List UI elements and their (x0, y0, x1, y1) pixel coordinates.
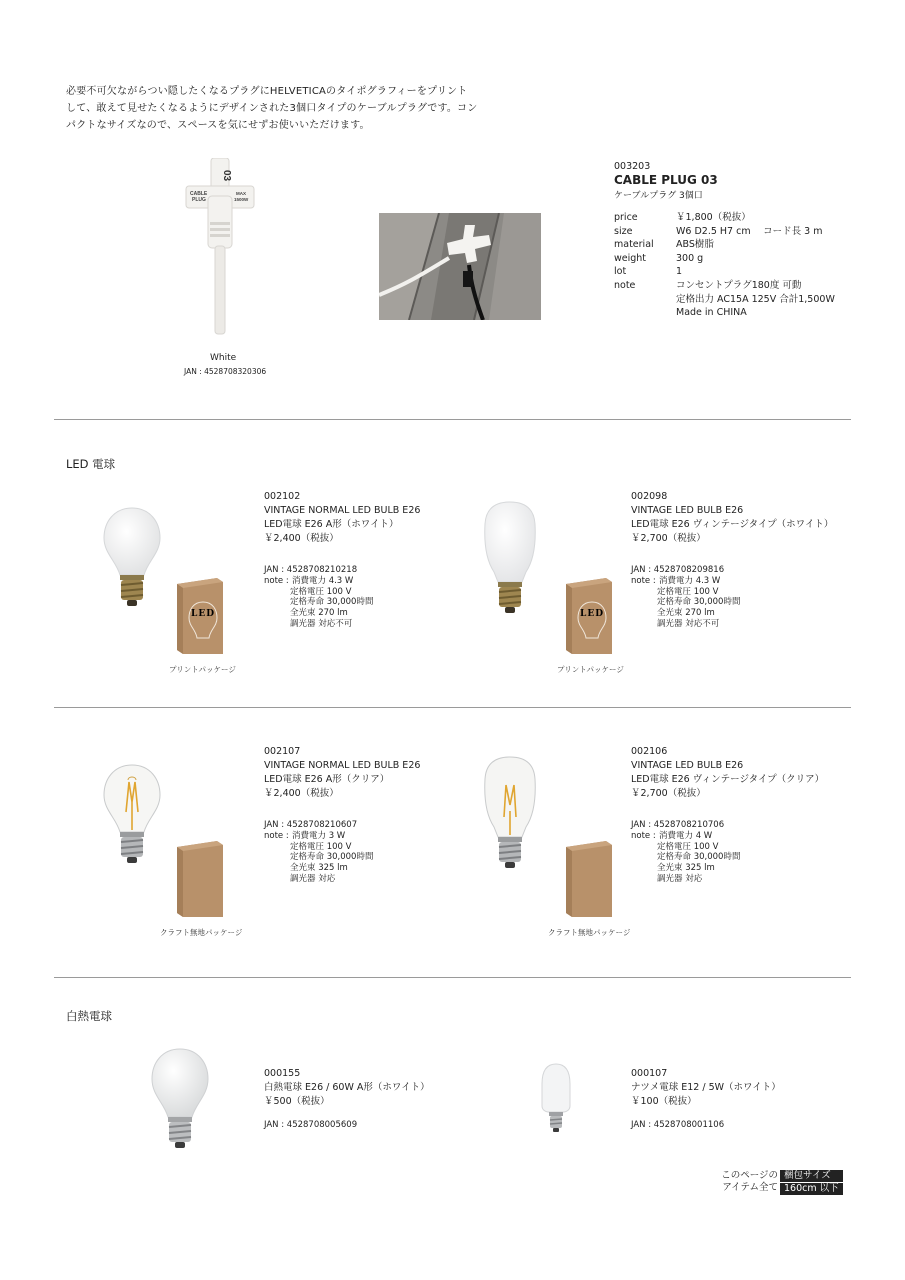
plug-color-label: White (210, 353, 237, 363)
divider (54, 419, 851, 420)
intro-line: パクトなサイズなので、スペースを気にせずお使いいただけます。 (66, 120, 370, 131)
spec-row-lot (614, 265, 835, 279)
product-code: 002107 (264, 746, 301, 757)
cable-plug-image (180, 158, 260, 338)
bulb-image-white-a (100, 505, 164, 614)
plug-print-left1: CABLE (190, 191, 208, 197)
note-label: note : (264, 830, 289, 841)
plug-name: CABLE PLUG 03 (614, 173, 718, 187)
note-item: 定格寿命 30,000時間 (290, 597, 374, 608)
note-item: 全光束 325 lm (657, 863, 715, 874)
product-jan: JAN : 4528708209816 (631, 565, 725, 575)
package-kraft (566, 841, 612, 921)
bulb-image-incandescent-a (148, 1045, 212, 1157)
note-label: note : (631, 575, 656, 586)
spec-key: note (614, 279, 636, 291)
note-item: 定格電圧 100 V (657, 586, 719, 597)
product-name-jp: 白熱電球 E26 / 60W A形（ホワイト） (264, 1082, 430, 1093)
cable-plug-photo (379, 213, 541, 320)
product-name-jp: LED電球 E26 A形（クリア） (264, 774, 390, 785)
plug-print-big: 03 (221, 170, 232, 182)
section-title-led: LED 電球 (66, 457, 116, 471)
product-price: ￥2,700（税抜） (631, 788, 706, 799)
footer-line: アイテム全て (722, 1182, 778, 1193)
product-price: ￥2,400（税抜） (264, 788, 339, 799)
note-item: 定格寿命 30,000時間 (657, 852, 741, 863)
note-item: 調光器 対応 (290, 873, 336, 884)
badge-line: 梱包サイズ (780, 1170, 843, 1182)
note-item: 全光束 270 lm (657, 608, 715, 619)
spec-value: コンセントプラグ180度 可動 (676, 279, 802, 291)
spec-row-weight (614, 252, 835, 266)
spec-row-note (614, 279, 835, 293)
product-price: ￥2,700（税抜） (631, 533, 706, 544)
product-code: 000107 (631, 1068, 668, 1079)
note-item: 全光束 325 lm (290, 863, 348, 874)
footer-line: このページの (721, 1170, 778, 1181)
plug-jan: JAN : 4528708320306 (184, 367, 267, 376)
product-code: 002106 (631, 746, 668, 757)
led-product-details (264, 565, 373, 630)
package-caption: クラフト無地パッケージ (548, 928, 631, 937)
spec-value: 1 (676, 266, 683, 278)
product-jan: JAN : 4528708210218 (264, 565, 358, 575)
product-jan: JAN : 4528708210706 (631, 820, 725, 830)
spec-row-size (614, 225, 835, 239)
divider (54, 977, 851, 978)
intro-line: 必要不可欠ながらつい隠したくなるプラグにHELVETICAのタイポグラフィーをプリント (66, 86, 468, 97)
product-name-en: VINTAGE NORMAL LED BULB E26 (264, 760, 421, 771)
note-item: 調光器 対応 (657, 873, 703, 884)
product-name-en: VINTAGE LED BULB E26 (631, 505, 744, 516)
note-item: 定格寿命 30,000時間 (290, 852, 374, 863)
note-item: 消費電力 4.3 W (292, 575, 354, 586)
spec-key: weight (614, 252, 647, 264)
product-code: 002102 (264, 491, 301, 502)
spec-value: ABS樹脂 (676, 239, 714, 251)
note-item: 消費電力 4.3 W (659, 575, 721, 586)
led-product-details (631, 820, 740, 885)
package-caption: プリントパッケージ (557, 665, 624, 674)
product-jan: JAN : 4528708210607 (264, 820, 358, 830)
spec-value: W6 D2.5 H7 cm コード長 3 m (676, 225, 823, 237)
spec-key: lot (614, 266, 627, 278)
bulb-image-clear-vintage (478, 755, 542, 877)
packaging-size-badge (780, 1170, 843, 1195)
intro-line: して、敢えて見せたくなるようにデザインされた3個口タイプのケーブルプラグです。コン (66, 103, 478, 114)
divider (54, 707, 851, 708)
intro-text (66, 83, 486, 134)
product-price: ￥100（税抜） (631, 1096, 697, 1107)
product-name-jp: LED電球 E26 ヴィンテージタイプ（クリア） (631, 774, 825, 785)
package-caption: プリントパッケージ (169, 665, 236, 674)
note-item: 定格電圧 100 V (657, 841, 719, 852)
product-name-jp: LED電球 E26 ヴィンテージタイプ（ホワイト） (631, 519, 834, 530)
product-name-jp: LED電球 E26 A形（ホワイト） (264, 519, 399, 530)
plug-spec-table (614, 211, 835, 320)
bulb-image-natsume (538, 1062, 574, 1138)
section-title-incandescent: 白熱電球 (66, 1009, 112, 1023)
spec-value: 300 g (676, 252, 704, 264)
product-code: 000155 (264, 1068, 301, 1079)
package-print (177, 578, 223, 658)
plug-code: 003203 (614, 161, 651, 172)
product-name-jp: ナツメ電球 E12 / 5W（ホワイト） (631, 1082, 781, 1093)
spec-key: size (614, 225, 633, 237)
spec-value: ￥1,800（税抜） (676, 212, 751, 223)
product-jan: JAN : 4528708005609 (264, 1120, 358, 1130)
note-item: 消費電力 3 W (292, 830, 346, 841)
plug-print-left2: PLUG (192, 197, 206, 203)
note-item: 調光器 対応不可 (657, 618, 720, 629)
package-label: LED (191, 609, 215, 619)
product-name-en: VINTAGE LED BULB E26 (631, 760, 744, 771)
note-item: 定格寿命 30,000時間 (657, 597, 741, 608)
plug-subtitle: ケーブルプラグ 3個口 (614, 191, 703, 201)
note-item: 全光束 270 lm (290, 608, 348, 619)
badge-line: 160cm 以下 (780, 1183, 843, 1195)
footer-note (716, 1170, 778, 1194)
led-product-info (264, 490, 420, 546)
plug-print-right2: 1500W (234, 197, 249, 202)
led-product-info (264, 745, 420, 801)
bulb-image-white-vintage (478, 500, 542, 622)
led-product-info (631, 745, 824, 801)
spec-row-material (614, 238, 835, 252)
led-product-info (631, 490, 833, 546)
package-kraft (177, 841, 223, 921)
spec-key: price (614, 212, 638, 223)
note-item: 消費電力 4 W (659, 830, 713, 841)
spec-note-extra: Made in CHINA (676, 307, 747, 319)
product-name-en: VINTAGE NORMAL LED BULB E26 (264, 505, 421, 516)
package-label: LED (580, 609, 604, 619)
note-item: 調光器 対応不可 (290, 618, 353, 629)
product-code: 002098 (631, 491, 668, 502)
plug-print-right1: MAX (236, 191, 246, 196)
note-label: note : (631, 830, 656, 841)
package-caption: クラフト無地パッケージ (160, 928, 243, 937)
product-price: ￥2,400（税抜） (264, 533, 339, 544)
spec-key: material (614, 239, 654, 251)
note-item: 定格電圧 100 V (290, 586, 352, 597)
note-label: note : (264, 575, 289, 586)
product-price: ￥500（税抜） (264, 1096, 330, 1107)
package-print (566, 578, 612, 658)
incandescent-product-info (264, 1067, 430, 1109)
spec-note-extra: 定格出力 AC15A 125V 合計1,500W (676, 293, 835, 305)
incandescent-product-info (631, 1067, 781, 1109)
led-product-details (631, 565, 740, 630)
product-jan: JAN : 4528708001106 (631, 1120, 725, 1130)
spec-row-price (614, 211, 835, 225)
led-product-details (264, 820, 373, 885)
note-item: 定格電圧 100 V (290, 841, 352, 852)
bulb-image-clear-a (100, 762, 164, 871)
